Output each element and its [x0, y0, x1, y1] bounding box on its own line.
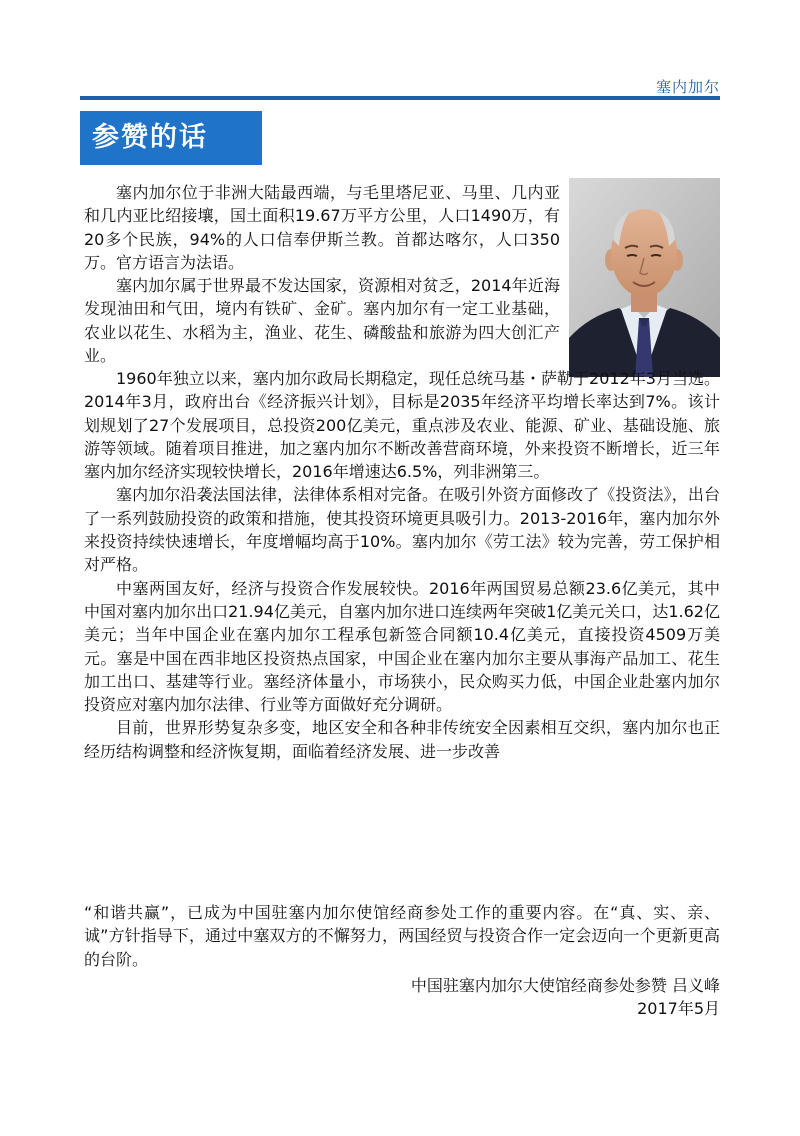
header-divider [80, 96, 720, 100]
signature-date: 2017年5月 [637, 999, 720, 1018]
section-title-text: 参赞的话 [92, 122, 208, 153]
paragraph: 1960年独立以来，塞内加尔政局长期稳定，现任总统马基・萨勒于2012年3月当选。2014年3月，政府出台《经济振兴计划》，目标是2035年经济平均增长率达到7%。该计划规划了27个发展项目，总投资200亿美元，重点涉及农业、能源、矿业、基础设施、旅游等领域。随着项目推进，加之塞内加尔不断改善营商环境，外来投资不断增长，近三年塞内加尔经济实现较快增长，2016年增速达6.5%，列非洲第三。 [84, 369, 720, 482]
paragraph: 塞内加尔属于世界最不发达国家，资源相对贫乏，2014年近海发现油田和气田，境内有铁矿、金矿。塞内加尔有一定工业基础，农业以花生、水稻为主，渔业、花生、磷酸盐和旅游为四大创汇产业。 [84, 276, 560, 366]
paragraph: 塞内加尔位于非洲大陆最西端，与毛里塔尼亚、马里、几内亚和几内亚比绍接壤，国土面积19.67万平方公里，人口1490万，有20多个民族，94%的人口信奉伊斯兰教。首都达喀尔，人口350万。官方语言为法语。 [84, 183, 560, 272]
portrait-photo-icon [569, 178, 720, 377]
paragraph: 中塞两国友好，经济与投资合作发展较快。2016年两国贸易总额23.6亿美元，其中中国对塞内加尔出口21.94亿美元，自塞内加尔进口连续两年突破1亿美元关口，达1.62亿美元；当年中国企业在塞内加尔工程承包新签合同额10.4亿美元，直接投资4509万美元。塞是中国在西非地区投资热点国家，中国企业在塞内加尔主要从事海产品加工、花生加工出口、基建等行业。塞经济体量小，市场狭小，民众购买力低，中国企业赴塞内加尔投资应对塞内加尔法律、行业等方面做好充分调研。 [84, 578, 720, 715]
header-country-label: 塞内加尔 [655, 78, 720, 96]
paragraph: “和谐共赢”，已成为中国驻塞内加尔使馆经商参处工作的重要内容。在“真、实、亲、诚”方针指导下，通过中塞双方的不懈努力，两国经贸与投资合作一定会迈向一个更新更高的台阶。 [84, 903, 720, 969]
portrait-photo [569, 178, 720, 377]
intro-text-block [84, 181, 560, 367]
main-text-block [84, 367, 720, 763]
section-title [80, 111, 262, 165]
paragraph: 塞内加尔沿袭法国法律，法律体系相对完备。在吸引外资方面修改了《投资法》，出台了一系列鼓励投资的政策和措施，使其投资环境更具吸引力。2013-2016年，塞内加尔外来投资持续快速增长，年度增幅均高于10%。塞内加尔《劳工法》较为完善，劳工保护相对严格。 [84, 485, 720, 575]
closing-text-block [84, 901, 720, 971]
signature-name: 中国驻塞内加尔大使馆经商参处参赞 吕义峰 [410, 976, 720, 995]
paragraph: 目前，世界形势复杂多变，地区安全和各种非传统安全因素相互交织，塞内加尔也正经历结构调整和经济恢复期，面临着经济发展、进一步改善 [84, 718, 720, 761]
